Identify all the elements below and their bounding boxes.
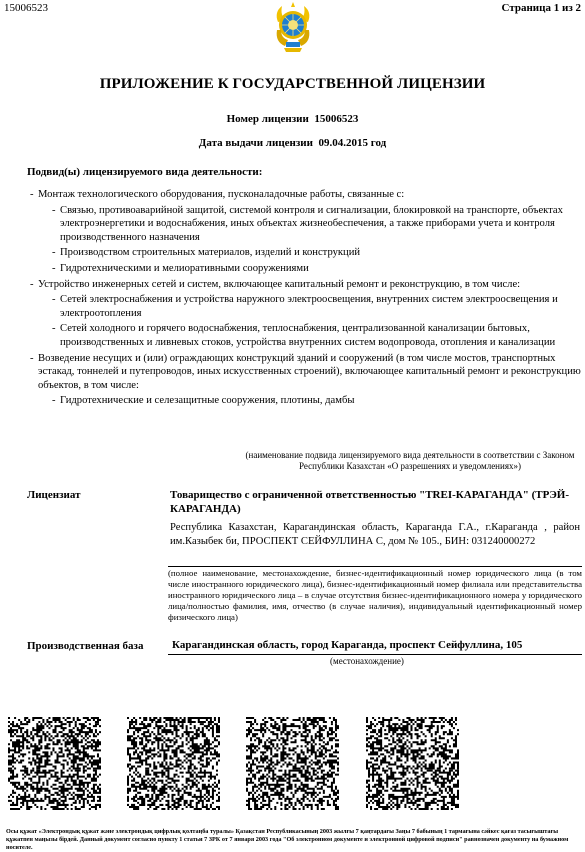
qr-code-icon [246,717,339,810]
license-number-label: Номер лицензии [226,113,309,125]
qr-code-icon [127,717,220,810]
divider [168,566,582,567]
licensee-name: Товарищество с ограниченной ответственностью "TREI-КАРАГАНДА" (ТРЭЙ-КАРАГАНДА) [170,489,570,515]
activity-item [30,352,584,393]
kazakhstan-emblem-icon [272,0,314,56]
activity-text: Возведение несущих и (или) ограждающих конструкций зданий и сооружений (в том числе мостов, транспортных эстакад, тоннелей и путепроводов, иных искусственных строений), включающее капитальный ремонт и реконструкцию объектов, в том числе: [38,352,581,391]
page-title: ПРИЛОЖЕНИЕ К ГОСУДАРСТВЕННОЙ ЛИЦЕНЗИИ [99,76,486,92]
activity-subitem-text: Связью, противоаварийной защитой, системой контроля и сигнализации, блокировкой на транспорте, объектах электроэнергетики и водоснабжения, иных объектах жизнеобеспечения, а также приборами учета и контроля производственного назначения [60,204,563,243]
bullet-icon: - [30,352,34,364]
production-base-value: Карагандинская область, город Караганда, проспект Сейфуллина, 105 [172,639,523,651]
activity-subitem [30,262,584,276]
qr-code-icon [8,717,101,810]
activity-subitem [30,322,584,349]
document-number: 15006523 [4,2,48,14]
page-indicator: Страница 1 из 2 [501,2,581,14]
activity-subitem-text: Сетей холодного и горячего водоснабжения, теплоснабжения, централизованной канализации бытовых, производственных и ливневых стоков, устройства внутренних систем водопровода, отопления и канализации [60,323,556,348]
activity-item [30,278,584,292]
license-date-line [0,137,585,149]
licensee-note: (полное наименование, местонахождение, бизнес-идентификационный номер юридического лица (в том числе иностранного юридического лица), бизнес-идентификационный номер филиала или представительства иностранного юридического лица – в случае отсутствия бизнес-идентификационного номера у юридического лица/полностью фамилия, имя, отчество (в случае наличия), индивидуальный идентификационный номер физического лица) [168,568,582,622]
subtypes-heading: Подвид(ы) лицензируемого вида деятельности: [27,166,263,178]
production-base-label: Производственная база [27,640,144,652]
activity-item [30,188,584,202]
activity-subitem [30,246,584,260]
license-date: 09.04.2015 год [318,137,387,149]
bullet-icon: - [30,189,34,200]
footer-legal-text: Осы құжат «Электрондық құжат және электрондық цифрлық қолтаңба туралы» Қазақстан Республикасының 2003 жылғы 7 қаңтардағы Заңы 7 бабының 1 тармағына сәйкес қағаз тасығыштағы құжатпен маңызы бірдей. Данный документ согласно пункту 1 статьи 7 ЗРК от 7 января 2003 года "Об электронном документе и электронной цифровой подписи" равнозначен документу на бумажном носителе. [6,828,569,851]
licensee-address: Республика Казахстан, Карагандинская область, Караганда Г.А., г.Караганда , район им.Казыбек би, ПРОСПЕКТ СЕЙФУЛЛИНА С, дом № 105., БИН: 031240000272 [170,522,580,547]
activity-subitem [30,293,584,320]
licensee-label: Лицензиат [27,489,81,501]
subtype-note: (наименование подвида лицензируемого вида деятельности в соответствии с Законом Республики Казахстан «О разрешениях и уведомлениях») [245,450,575,471]
bullet-icon: - [52,323,56,335]
license-number: 15006523 [314,113,359,125]
activity-subitem [30,394,584,408]
bullet-icon: - [52,294,56,306]
activity-subitem-text: Сетей электроснабжения и устройства наружного электроосвещения, внутренних систем электроосвещения и электроотопления [60,294,558,319]
activity-text: Монтаж технологического оборудования, пусконаладочные работы, связанные с: [38,189,405,200]
qr-code-icon [366,717,459,810]
license-date-label: Дата выдачи лицензии [198,137,313,149]
bullet-icon: - [30,278,34,290]
activity-subitem-text: Производством строительных материалов, изделий и конструкций [60,247,361,259]
activity-subitem-text: Гидротехнические и селезащитные сооружения, плотины, дамбы [60,395,355,407]
bullet-icon: - [52,204,56,216]
divider [168,654,582,655]
license-number-line [0,113,585,125]
bullet-icon: - [52,247,56,259]
activities-list [30,186,584,408]
production-base-note: (местонахождение) [330,656,404,666]
activity-text: Устройство инженерных сетей и систем, включающее капитальный ремонт и реконструкцию, в том числе: [38,278,521,290]
activity-subitem-text: Гидротехническими и мелиоративными сооружениями [60,262,309,274]
bullet-icon: - [52,262,56,274]
bullet-icon: - [52,395,56,407]
activity-subitem [30,204,584,245]
